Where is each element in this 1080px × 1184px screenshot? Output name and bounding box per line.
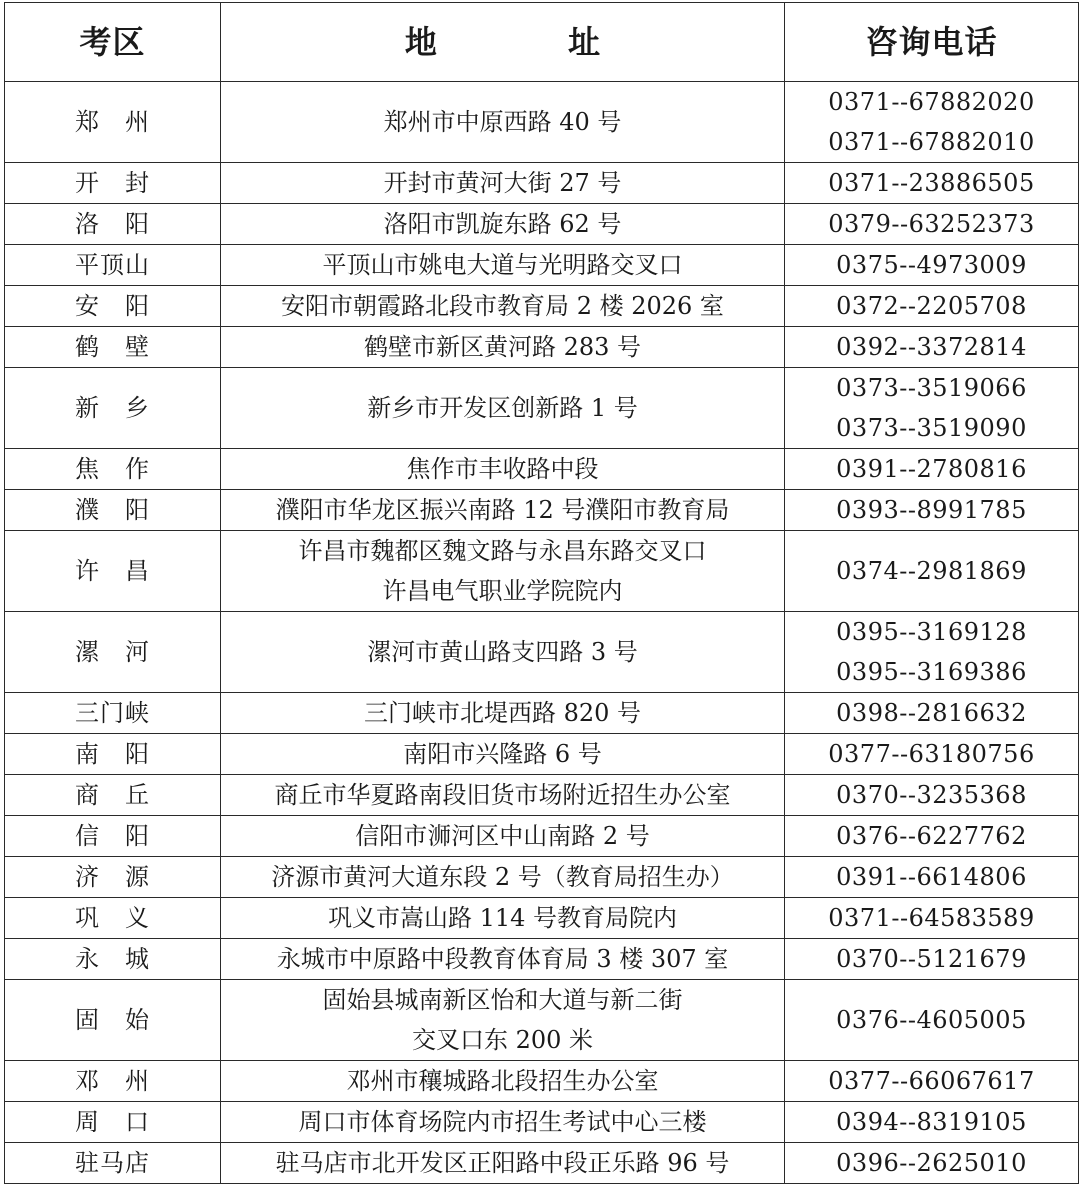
phone-cell — [785, 693, 1079, 734]
phone-cell — [785, 327, 1079, 368]
table-row — [5, 734, 1079, 775]
region-cell: 安 阳 — [5, 286, 221, 327]
address-line: 交叉口东 200 米 — [411, 1026, 594, 1054]
phone-number: 0377--63180756 — [828, 740, 1035, 768]
phone-cell — [785, 1102, 1079, 1143]
address-cell — [221, 775, 785, 816]
region-cell: 许 昌 — [5, 531, 221, 612]
table-row — [5, 693, 1079, 734]
header-region: 考区 — [5, 3, 221, 82]
address-line: 郑州市中原西路 40 号 — [383, 108, 622, 136]
phone-cell — [785, 163, 1079, 204]
address-line: 商丘市华夏路南段旧货市场附近招生办公室 — [274, 781, 731, 809]
address-line: 驻马店市北开发区正阳路中段正乐路 96 号 — [275, 1149, 730, 1177]
phone-number: 0371--67882020 — [828, 88, 1035, 116]
table-row — [5, 980, 1079, 1061]
phone-number: 0398--2816632 — [836, 699, 1027, 727]
address-cell — [221, 204, 785, 245]
table-row — [5, 775, 1079, 816]
address-line: 新乡市开发区创新路 1 号 — [367, 394, 638, 422]
region-cell: 驻马店 — [5, 1143, 221, 1184]
phone-number: 0371--67882010 — [828, 128, 1035, 156]
header-address-label: 地 址 — [404, 23, 661, 61]
phone-cell — [785, 898, 1079, 939]
table-row — [5, 857, 1079, 898]
phone-cell — [785, 286, 1079, 327]
table-row — [5, 245, 1079, 286]
phone-number: 0370--5121679 — [836, 945, 1027, 973]
phone-cell — [785, 816, 1079, 857]
exam-site-table — [4, 2, 1079, 1184]
table-row — [5, 816, 1079, 857]
phone-cell — [785, 734, 1079, 775]
phone-number: 0375--4973009 — [836, 251, 1027, 279]
address-cell — [221, 612, 785, 693]
phone-cell — [785, 980, 1079, 1061]
phone-cell — [785, 531, 1079, 612]
address-line: 漯河市黄山路支四路 3 号 — [367, 638, 638, 666]
phone-number: 0373--3519090 — [836, 414, 1027, 442]
table-row — [5, 939, 1079, 980]
address-cell — [221, 1061, 785, 1102]
region-cell: 鹤 壁 — [5, 327, 221, 368]
table-row — [5, 368, 1079, 449]
address-line: 濮阳市华龙区振兴南路 12 号濮阳市教育局 — [275, 496, 730, 524]
phone-cell — [785, 245, 1079, 286]
region-cell: 济 源 — [5, 857, 221, 898]
table-row — [5, 612, 1079, 693]
address-line: 平顶山市姚电大道与光明路交叉口 — [322, 251, 683, 279]
table-row — [5, 531, 1079, 612]
region-cell: 固 始 — [5, 980, 221, 1061]
table-row — [5, 286, 1079, 327]
address-line: 三门峡市北堤西路 820 号 — [363, 699, 642, 727]
phone-cell — [785, 775, 1079, 816]
address-cell — [221, 1143, 785, 1184]
phone-number: 0379--63252373 — [828, 210, 1035, 238]
phone-cell — [785, 1061, 1079, 1102]
phone-number: 0376--6227762 — [836, 822, 1027, 850]
phone-number: 0376--4605005 — [836, 1006, 1027, 1034]
phone-cell — [785, 490, 1079, 531]
table-row — [5, 898, 1079, 939]
phone-cell — [785, 368, 1079, 449]
address-cell — [221, 286, 785, 327]
address-cell — [221, 816, 785, 857]
phone-number: 0391--6614806 — [836, 863, 1027, 891]
address-cell — [221, 449, 785, 490]
table-row — [5, 163, 1079, 204]
address-line: 固始县城南新区怡和大道与新二街 — [322, 986, 683, 1014]
address-cell — [221, 980, 785, 1061]
region-cell: 郑 州 — [5, 82, 221, 163]
region-cell: 巩 义 — [5, 898, 221, 939]
phone-number: 0377--66067617 — [828, 1067, 1035, 1095]
phone-number: 0392--3372814 — [836, 333, 1027, 361]
region-cell: 信 阳 — [5, 816, 221, 857]
address-line: 鹤壁市新区黄河路 283 号 — [363, 333, 642, 361]
address-line: 许昌电气职业学院院内 — [382, 577, 623, 605]
address-cell — [221, 163, 785, 204]
table-row — [5, 449, 1079, 490]
address-line: 焦作市丰收路中段 — [406, 455, 599, 483]
phone-number: 0396--2625010 — [836, 1149, 1027, 1177]
phone-cell — [785, 939, 1079, 980]
region-cell: 平顶山 — [5, 245, 221, 286]
address-cell — [221, 368, 785, 449]
phone-number: 0391--2780816 — [836, 455, 1027, 483]
region-cell: 焦 作 — [5, 449, 221, 490]
phone-number: 0395--3169386 — [836, 658, 1027, 686]
address-line: 巩义市嵩山路 114 号教育局院内 — [327, 904, 678, 932]
address-line: 信阳市浉河区中山南路 2 号 — [355, 822, 650, 850]
address-line: 洛阳市凯旋东路 62 号 — [383, 210, 622, 238]
region-cell: 周 口 — [5, 1102, 221, 1143]
table-row — [5, 82, 1079, 163]
region-cell: 漯 河 — [5, 612, 221, 693]
region-cell: 开 封 — [5, 163, 221, 204]
phone-number: 0373--3519066 — [836, 374, 1027, 402]
phone-number: 0371--23886505 — [828, 169, 1035, 197]
phone-cell — [785, 612, 1079, 693]
region-cell: 濮 阳 — [5, 490, 221, 531]
phone-cell — [785, 204, 1079, 245]
table-row — [5, 327, 1079, 368]
phone-cell — [785, 449, 1079, 490]
address-line: 开封市黄河大街 27 号 — [383, 169, 622, 197]
region-cell: 永 城 — [5, 939, 221, 980]
phone-cell — [785, 82, 1079, 163]
address-cell — [221, 490, 785, 531]
address-cell — [221, 531, 785, 612]
table-header-row — [5, 3, 1079, 82]
address-line: 邓州市穰城路北段招生办公室 — [346, 1067, 659, 1095]
table-row — [5, 490, 1079, 531]
address-line: 许昌市魏都区魏文路与永昌东路交叉口 — [298, 537, 707, 565]
table-row — [5, 1061, 1079, 1102]
region-cell: 洛 阳 — [5, 204, 221, 245]
address-line: 周口市体育场院内市招生考试中心三楼 — [298, 1108, 707, 1136]
region-cell: 新 乡 — [5, 368, 221, 449]
phone-number: 0393--8991785 — [836, 496, 1027, 524]
address-cell — [221, 734, 785, 775]
address-line: 济源市黄河大道东段 2 号（教育局招生办） — [271, 863, 734, 891]
address-cell — [221, 693, 785, 734]
table-body — [5, 82, 1079, 1184]
header-phone: 咨询电话 — [785, 3, 1079, 82]
address-cell — [221, 857, 785, 898]
phone-number: 0394--8319105 — [836, 1108, 1027, 1136]
address-cell — [221, 327, 785, 368]
address-cell — [221, 898, 785, 939]
table-row — [5, 204, 1079, 245]
phone-number: 0372--2205708 — [836, 292, 1027, 320]
address-cell — [221, 1102, 785, 1143]
table-row — [5, 1102, 1079, 1143]
phone-number: 0395--3169128 — [836, 618, 1027, 646]
region-cell: 商 丘 — [5, 775, 221, 816]
address-line: 永城市中原路中段教育体育局 3 楼 307 室 — [276, 945, 729, 973]
address-cell — [221, 82, 785, 163]
header-address — [221, 3, 785, 82]
phone-cell — [785, 857, 1079, 898]
phone-number: 0370--3235368 — [836, 781, 1027, 809]
address-cell — [221, 245, 785, 286]
address-cell — [221, 939, 785, 980]
phone-number: 0371--64583589 — [828, 904, 1035, 932]
region-cell: 三门峡 — [5, 693, 221, 734]
region-cell: 邓 州 — [5, 1061, 221, 1102]
address-line: 安阳市朝霞路北段市教育局 2 楼 2026 室 — [281, 292, 724, 320]
address-line: 南阳市兴隆路 6 号 — [403, 740, 602, 768]
region-cell: 南 阳 — [5, 734, 221, 775]
phone-cell — [785, 1143, 1079, 1184]
table-row — [5, 1143, 1079, 1184]
phone-number: 0374--2981869 — [836, 557, 1027, 585]
